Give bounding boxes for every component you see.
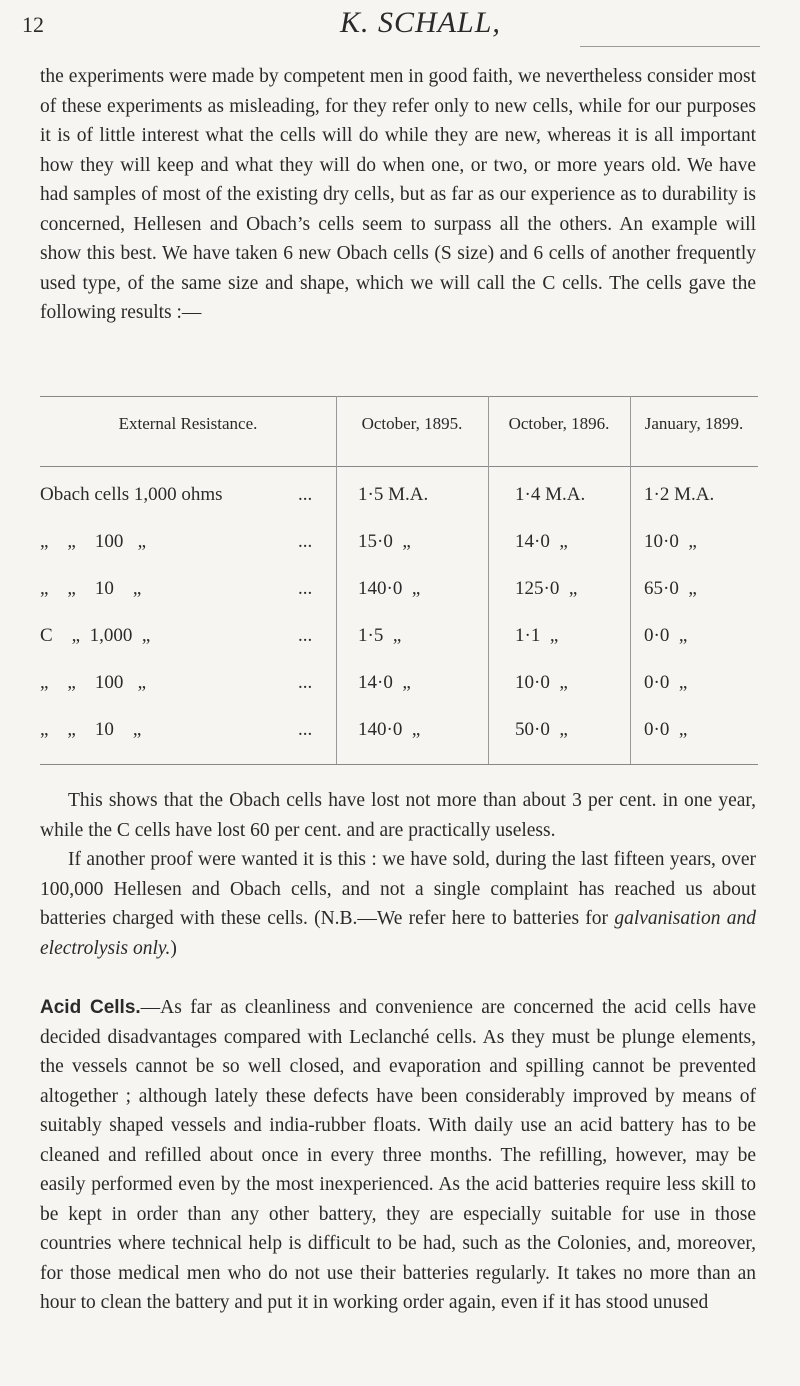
- header-oct-1896: October, 1896.: [508, 414, 610, 433]
- row-label: Obach cells 1,000 ohms: [40, 484, 223, 505]
- cell-1896: 125·0 „: [515, 578, 578, 599]
- header-jan-1899: January, 1899.: [644, 414, 744, 433]
- row-leader: ...: [298, 672, 313, 693]
- cell-1895: 140·0 „: [358, 578, 421, 599]
- intro-paragraph: [40, 62, 756, 328]
- cell-1896: 50·0 „: [515, 719, 568, 740]
- column-divider: [630, 396, 631, 764]
- header-rule: [580, 46, 760, 47]
- header-external-resistance: External Resistance.: [118, 414, 258, 433]
- proof-close: ): [170, 937, 177, 959]
- table-bottom-rule: [40, 764, 758, 765]
- cell-1895: 14·0 „: [358, 672, 411, 693]
- row-leader: ...: [298, 578, 313, 599]
- table-header-rule: [40, 466, 758, 467]
- row-leader: ...: [298, 719, 313, 740]
- column-divider: [336, 396, 337, 764]
- table-top-rule: [40, 396, 758, 397]
- row-label: „ „ 100 „: [40, 672, 147, 693]
- cell-1899: 1·2 M.A.: [644, 484, 715, 505]
- cell-1899: 0·0 „: [644, 672, 688, 693]
- proof-text-block: [40, 845, 756, 963]
- row-leader: ...: [298, 625, 313, 646]
- cell-1896: 1·4 M.A.: [515, 484, 586, 505]
- row-leader: ...: [298, 531, 313, 552]
- row-label: „ „ 10 „: [40, 719, 142, 740]
- cell-1896: 14·0 „: [515, 531, 568, 552]
- cell-1895: 15·0 „: [358, 531, 411, 552]
- proof-text: If another proof were wanted it is this : we have sold, during the last fifteen years, over 100,000 Hellesen and Obach cells, and not a single complaint has reached us about batteries charged with these cells. (N.B.—We refer here to batteries for: [40, 849, 756, 929]
- cell-1895: 1·5 „: [358, 625, 402, 646]
- cell-1899: 10·0 „: [644, 531, 697, 552]
- cell-1899: 65·0 „: [644, 578, 697, 599]
- results-table: [40, 396, 758, 766]
- column-divider: [488, 396, 489, 764]
- cell-1895: 140·0 „: [358, 719, 421, 740]
- proof-paragraph: [40, 845, 756, 963]
- header-oct-1895: October, 1895.: [361, 414, 463, 433]
- cell-1895: 1·5 M.A.: [358, 484, 429, 505]
- acid-cells-paragraph: [40, 993, 756, 1318]
- row-label: „ „ 100 „: [40, 531, 147, 552]
- page-header: [0, 0, 800, 60]
- acid-cells-text-block: [40, 993, 756, 1318]
- intro-text: the experiments were made by competent men in good faith, we nevertheless consider most of these experiments as misleading, for they refer only to new cells, while for our purposes it is of little interest what the cells will do while they are new, whereas it is all important how they will keep and what they will do when one, or two, or more years old. We have had samples of most of the existing dry cells, but as far as our experience as to durability is concerned, Hellesen and Obach’s cells seem to surpass all the others. An example will show this best. We have taken 6 new Obach cells (S size) and 6 cells of another frequently used type, of the same size and shape, which we will call the C cells. The cells gave the following results :—: [40, 66, 756, 323]
- row-label: C „ 1,000 „: [40, 625, 151, 646]
- running-title: K. SCHALL,: [340, 6, 501, 39]
- page-number: 12: [22, 12, 44, 37]
- results-text: This shows that the Obach cells have lost not more than about 3 per cent. in one year, while the C cells have lost 60 per cent. and are practically useless.: [40, 790, 756, 841]
- row-leader: ...: [298, 484, 313, 505]
- results-paragraph: [40, 786, 756, 845]
- cell-1899: 0·0 „: [644, 719, 688, 740]
- cell-1896: 10·0 „: [515, 672, 568, 693]
- row-label: „ „ 10 „: [40, 578, 142, 599]
- acid-cells-heading: Acid Cells.: [40, 997, 141, 1018]
- proof-emphasis: galvanisation and electrolysis only.: [40, 908, 756, 959]
- cell-1899: 0·0 „: [644, 625, 688, 646]
- acid-cells-text: —As far as cleanliness and convenience are concerned the acid cells have decided disadvantages compared with Leclanché cells. As they must be plunge elements, the vessels cannot be so well closed, and evaporation and spilling cannot be prevented altogether ; although lately these defects have been considerably improved by means of suitably shaped vessels and india-rubber floats. With daily use an acid battery has to be cleaned and refilled about once in every three months. The refilling, however, may be easily performed even by the most inexperienced. As the acid batteries require less skill to be kept in order than any other battery, they are especially suitable for use in those countries where technical help is difficult to be had, such as the Colonies, and, moreover, for those medical men who do not use their batteries regularly. It takes no more than an hour to clean the battery and put it in working order again, even if it has stood unused: [40, 997, 756, 1313]
- cell-1896: 1·1 „: [515, 625, 559, 646]
